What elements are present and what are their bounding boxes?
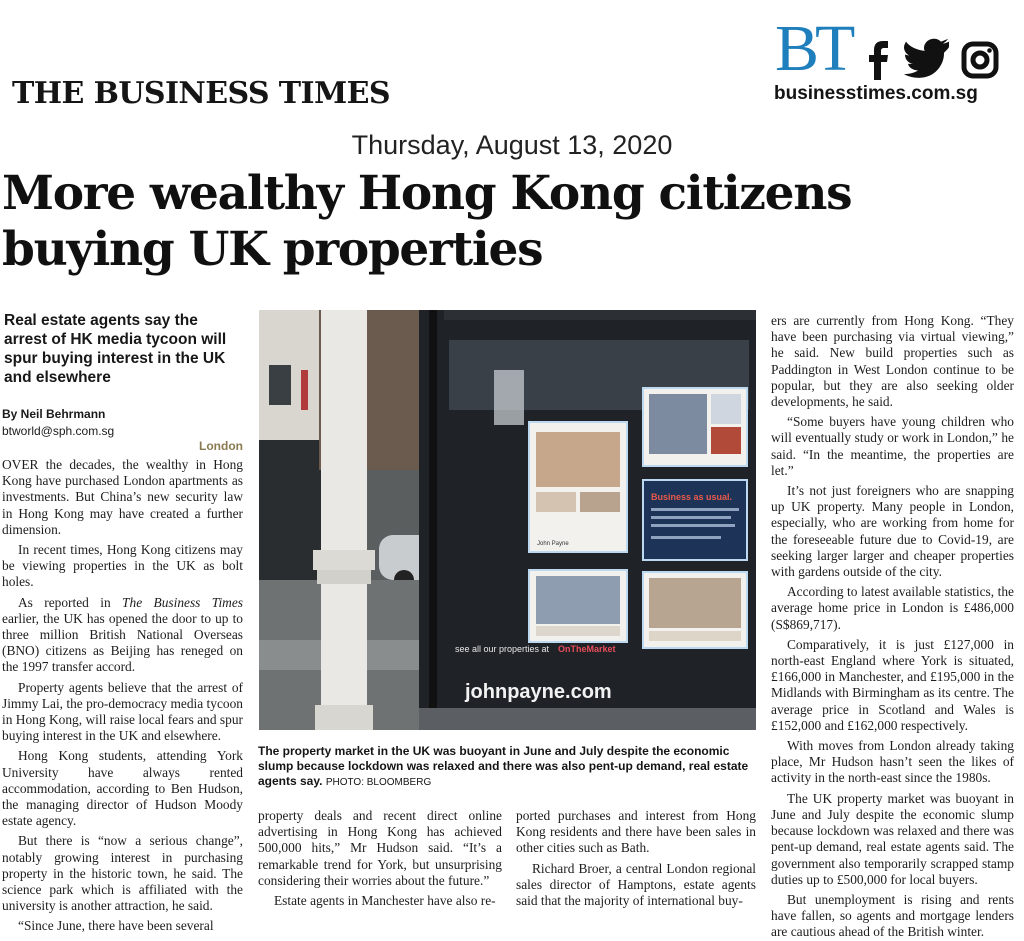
paragraph: Hong Kong students, attending York University have always rented accommodation, according to Ben Hudson, the managing director of Hudson Moody estate agency.: [2, 748, 243, 829]
instagram-icon[interactable]: [961, 40, 999, 80]
paragraph: OVER the decades, the wealthy in Hong Kong have purchased London apartments as investments. But China’s new security law in Hong Kong may have created a further dimension.: [2, 457, 243, 537]
paragraph: Richard Broer, a central London regional sales director of Hamptons, estate agents said that the majority of international buy-: [516, 860, 756, 909]
window-domain-text: johnpayne.com: [465, 681, 612, 703]
paragraph: With moves from London already taking place, Mr Hudson hasn’t seen the likes of activity in the north-east since the 1980s.: [771, 738, 1014, 786]
article-column-4: [771, 313, 1014, 940]
listing-card: [643, 572, 747, 648]
paragraph: ported purchases and interest from Hong Kong residents and there have been sales in other cities such as Bath.: [516, 808, 756, 856]
article-photo: [259, 310, 756, 730]
listing-notice: Business as usual.: [651, 492, 733, 502]
photo-caption: [258, 744, 755, 800]
paragraph-text: As reported in: [18, 594, 123, 610]
article-column-1: [2, 457, 244, 934]
window-strip-text: see all our properties at: [455, 644, 550, 654]
paragraph: In recent times, Hong Kong citizens may be viewing properties in the UK as bolt holes.: [2, 542, 243, 590]
caption-text: The property market in the UK was buoyant in June and July despite the economic slump because lockdown was relaxed and there was also pent-up demand, real estate agents say.: [258, 744, 749, 788]
listing-card: [643, 480, 747, 560]
twitter-icon[interactable]: [904, 40, 950, 80]
paragraph: property deals and recent direct online advertising in Hong Kong has achieved 500,000 hits,” Mr Hudson said. “It’s a remarkable trend for York, but unsurprising considering their worries about the future.”: [258, 808, 502, 888]
publication-name: The Business Times: [122, 594, 244, 610]
paragraph: Estate agents in Manchester have also re-: [274, 893, 496, 909]
paragraph: [2, 595, 243, 676]
headline: More wealthy Hong Kong citizens buying UK properties: [2, 166, 852, 277]
byline: By Neil Behrmann: [2, 407, 106, 421]
issue-date: Thursday, August 13, 2020: [351, 130, 673, 160]
author-email[interactable]: btworld@sph.com.sg: [2, 424, 115, 438]
standfirst: Real estate agents say the arrest of HK media tycoon will spur buying interest in the UK and elsewhere: [4, 312, 227, 386]
listing-card: [529, 570, 627, 642]
paragraph: “Since June, there have been several: [18, 918, 214, 934]
paragraph: The UK property market was buoyant in June and July despite the economic slump because lockdown was relaxed and there was pent-up demand, real estate agents said. The government also temporarily scrapped stamp duties up to £500,000 for local buyers.: [771, 790, 1014, 887]
paragraph: According to latest available statistics, the average home price in London is £486,000 (S$869,717).: [771, 584, 1014, 632]
dateline: London: [199, 439, 243, 453]
article-column-2: [258, 808, 502, 917]
paragraph: It’s not just foreigners who are snapping up UK property. Many people in London, especially, who are working from home for the foreseeable future due to Covid-19, are seeking larger larger and cheaper properties with gardens outside of the city.: [771, 483, 1014, 580]
paragraph: “Some buyers have young children who will eventually study or work in London,” he said. “In the meantime, the properties are let.”: [771, 414, 1014, 478]
paragraph-text: earlier, the UK has opened the door to up to three million British National Overseas (BNO) citizens as Beijing has reneged on the 1997 transfer accord.: [2, 610, 243, 675]
listing-card: [529, 422, 627, 552]
paragraph: But there is “now a serious change”, notably growing interest in purchasing property in the historic town, he said. The science park which is affiliated with the university is another attraction, he said.: [2, 833, 243, 914]
listing-brand: John Payne: [537, 541, 569, 547]
onthemarket-text: OnTheMarket: [558, 644, 616, 654]
photo-credit: PHOTO: BLOOMBERG: [325, 777, 432, 788]
paragraph: ers are currently from Hong Kong. “They have been purchasing via virtual viewing,” he said. New build properties such as Paddington in West London continue to be popular, but they are also seeking older developments, he said.: [771, 313, 1014, 410]
article-column-3: [516, 808, 756, 917]
listing-card: [643, 388, 747, 466]
paragraph: Comparatively, it is just £127,000 in north-east England where York is situated, £166,000 in Manchester, and £195,000 in the Midlands with Birmingham as its centre. The average price in Scotland and Wales is £152,000 and £162,000 respectively.: [771, 636, 1014, 733]
masthead: THE BUSINESS TIMES: [12, 76, 390, 111]
paragraph: Property agents believe that the arrest of Jimmy Lai, the pro-democracy media tycoon in Hong Kong, will raise local fears and spur buying interest in the UK and elsewhere.: [2, 679, 243, 744]
bt-logo: BT: [775, 12, 852, 85]
site-url[interactable]: businesstimes.com.sg: [774, 83, 978, 104]
paragraph: But unemployment is rising and rents have fallen, so agents and mortgage lenders are cautious ahead of the British winter.: [771, 891, 1014, 940]
facebook-icon[interactable]: [866, 40, 890, 80]
